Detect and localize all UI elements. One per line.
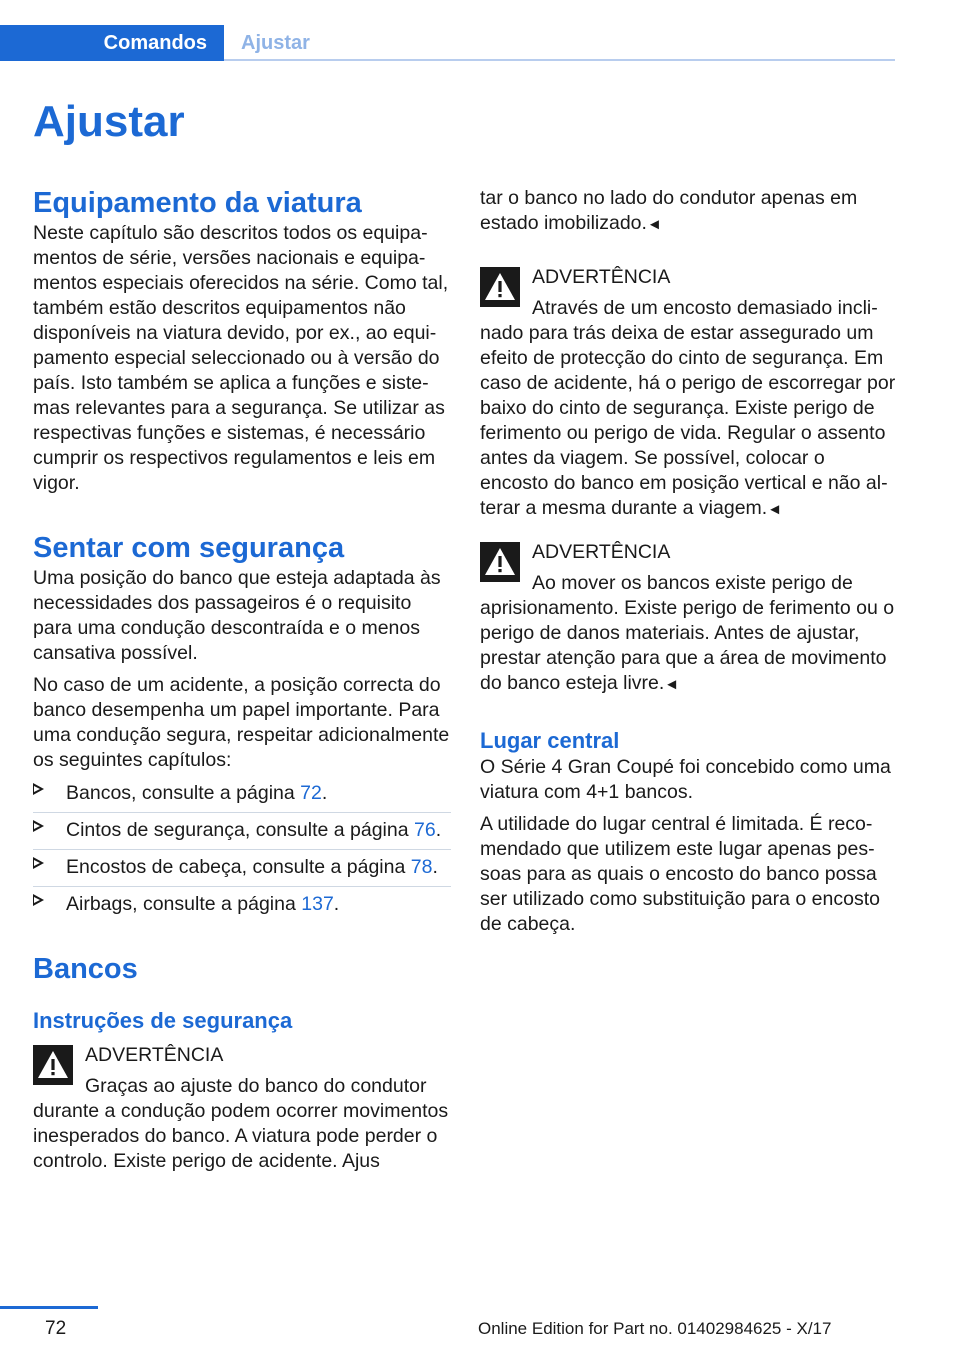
end-mark-icon: ◄ bbox=[767, 501, 783, 518]
warning-block-3 bbox=[480, 540, 898, 697]
page-link[interactable]: 76 bbox=[413, 819, 436, 841]
heading-instrucoes: Instruções de segurança bbox=[33, 1008, 293, 1033]
triangle-bullet-icon bbox=[33, 857, 44, 869]
triangle-bullet-icon bbox=[33, 820, 44, 832]
tab-ajustar[interactable]: Ajustar bbox=[241, 32, 310, 54]
sentar-paragraph-2: No caso de um acidente, a posição correcta do banco desempenha um papel importante. Para uma condução segura, respeitar adicionalmente os seguintes capítulos: bbox=[33, 674, 450, 771]
edition-note: Online Edition for Part no. 01402984625 - X/17 bbox=[478, 1319, 832, 1338]
warning-body: Ao mover os bancos existe perigo de aprisionamento. Existe perigo de ferimento ou o perigo de danos materiais. Antes de ajustar, prestar atenção para que a área de movimento do banco esteja livre.◄ bbox=[480, 572, 895, 694]
page-link[interactable]: 137 bbox=[301, 893, 334, 915]
page-title: Ajustar bbox=[33, 97, 185, 146]
warning-1-continued: tar o banco no lado do condutor apenas em estado imobilizado.◄ bbox=[480, 187, 858, 234]
page-number: 72 bbox=[45, 1318, 67, 1339]
end-mark-icon: ◄ bbox=[664, 676, 680, 693]
lugar-paragraph-2: A utilidade do lugar central é limitada. É recomendado que utilizem este lugar apenas pessoas para as quais o encosto do banco possa ser utilizado como substituição para o encosto de cabeça. bbox=[480, 813, 880, 935]
triangle-bullet-icon bbox=[33, 894, 44, 906]
chapter-list bbox=[33, 781, 451, 923]
warning-icon bbox=[33, 1045, 73, 1085]
warning-block-2 bbox=[480, 265, 898, 522]
warning-title: ADVERTÊNCIA bbox=[532, 266, 671, 288]
tab-underline bbox=[224, 59, 895, 61]
list-item: Encostos de cabeça, consulte a página 78. bbox=[33, 850, 451, 887]
page-link[interactable]: 78 bbox=[410, 856, 433, 878]
equipamento-text: Neste capítulo são descritos todos os equipamentos de série, versões nacionais e equipamentos especiais oferecidos na série. Como tal, também estão descritos equipamentos não disponíveis na viatura devido, por ex., ao equipamento especial seleccionado ou à versão do país. Isto também se aplica a funções e sistemas relevantes para a segurança. Se utilizar as respectivas funções e sistemas, é necessário cumprir os respectivos regulamentos e leis em vigor. bbox=[33, 222, 449, 494]
list-item: Cintos de segurança, consulte a página 76. bbox=[33, 813, 451, 850]
warning-title: ADVERTÊNCIA bbox=[85, 1044, 224, 1066]
warning-body: Graças ao ajuste do banco do condutor durante a condução podem ocorrer movimentos inesperados do banco. A viatura pode perder o controlo. Existe perigo de acidente. Ajus bbox=[33, 1075, 449, 1172]
triangle-bullet-icon bbox=[33, 783, 44, 795]
list-item: Bancos, consulte a página 72. bbox=[33, 781, 451, 813]
heading-lugar-central: Lugar central bbox=[480, 728, 620, 753]
lugar-paragraph-1: O Série 4 Gran Coupé foi concebido como uma viatura com 4+1 bancos. bbox=[480, 756, 891, 803]
heading-sentar: Sentar com segurança bbox=[33, 532, 345, 564]
sentar-paragraph-1: Uma posição do banco que esteja adaptada às necessidades dos passageiros é o requisito para uma condução descontraída e o menos cansativa possível. bbox=[33, 567, 441, 664]
warning-block-1 bbox=[33, 1043, 451, 1174]
end-mark-icon: ◄ bbox=[646, 216, 662, 233]
list-item: Airbags, consulte a página 137. bbox=[33, 887, 451, 923]
warning-body: Através de um encosto demasiado inclinado para trás deixa de estar assegurado um efeito de protecção do cinto de segurança. Em caso de acidente, há o perigo de escorregar por baixo do cinto de segurança. Existe perigo de ferimento ou perigo de vida. Regular o assento antes da viagem. Se possível, colocar o encosto do banco em posição vertical e não alterar a mesma durante a viagem.◄ bbox=[480, 297, 896, 519]
header-tabs bbox=[0, 25, 895, 61]
warning-icon bbox=[480, 267, 520, 307]
heading-bancos: Bancos bbox=[33, 953, 138, 985]
footer-rule bbox=[0, 1306, 98, 1309]
right-column bbox=[480, 186, 898, 937]
heading-equipamento: Equipamento da viatura bbox=[33, 187, 362, 219]
page-link[interactable]: 72 bbox=[300, 782, 322, 804]
warning-title: ADVERTÊNCIA bbox=[532, 541, 671, 563]
left-column bbox=[33, 185, 451, 1174]
warning-icon bbox=[480, 542, 520, 582]
tab-comandos[interactable]: Comandos bbox=[0, 25, 224, 61]
